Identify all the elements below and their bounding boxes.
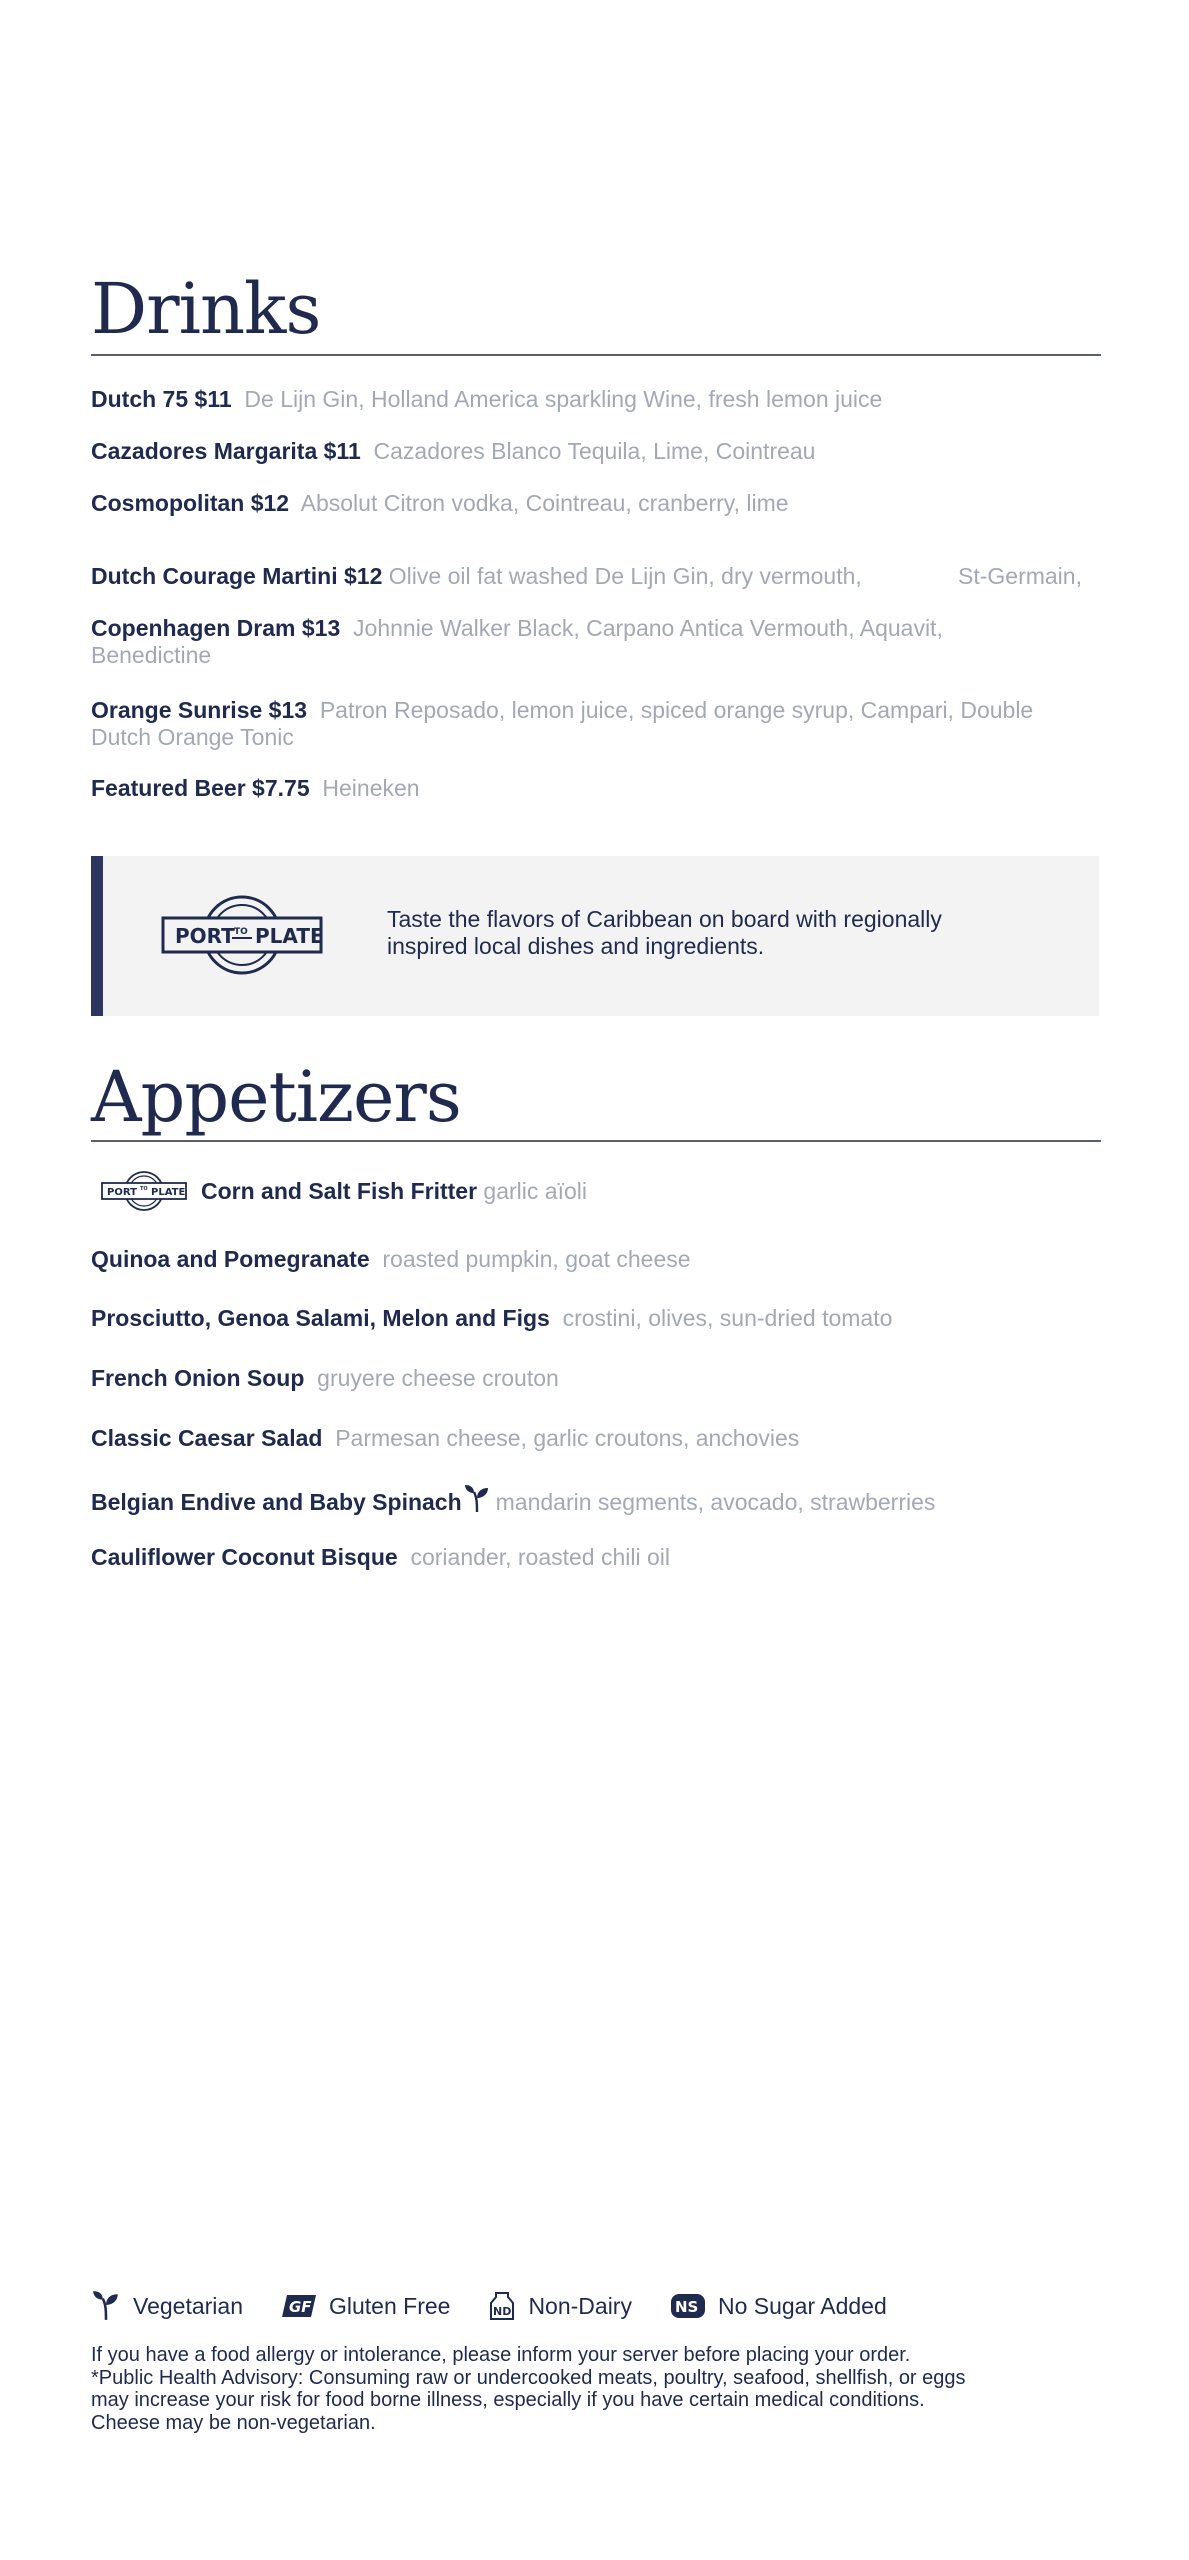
drink-desc: Absolut Citron vodka, Cointreau, cranberry, lime — [300, 490, 789, 516]
appetizer-item — [91, 1425, 799, 1452]
allergy-advisory — [91, 2344, 1101, 2434]
appetizer-name: French Onion Soup — [91, 1365, 305, 1391]
appetizer-item — [91, 1246, 691, 1273]
appetizer-name: Classic Caesar Salad — [91, 1425, 323, 1451]
legend-no-sugar — [670, 2293, 887, 2320]
drink-item — [91, 615, 1101, 669]
drink-name: Copenhagen Dram $13 — [91, 615, 341, 641]
footer-line: may increase your risk for food borne illness, especially if you have certain medical conditions. — [91, 2389, 925, 2411]
gluten-free-icon — [281, 2294, 317, 2318]
appetizer-name: Prosciutto, Genoa Salami, Melon and Figs — [91, 1305, 550, 1331]
svg-text:ND: ND — [493, 2305, 512, 2318]
port-to-plate-logo — [161, 894, 323, 981]
svg-text:PORT: PORT — [107, 1187, 137, 1198]
drink-item — [91, 386, 882, 413]
logo-word-plate: PLATE — [255, 924, 323, 948]
port-to-plate-banner — [91, 856, 1099, 1016]
appetizer-item — [91, 1544, 670, 1571]
dietary-legend — [91, 2290, 925, 2322]
svg-text:TO: TO — [140, 1186, 148, 1192]
appetizer-desc: crostini, olives, sun-dried tomato — [562, 1305, 893, 1331]
appetizer-item — [91, 1365, 559, 1392]
drink-name: Featured Beer $7.75 — [91, 775, 310, 801]
drink-name: Cosmopolitan $12 — [91, 490, 290, 516]
drink-item — [91, 490, 789, 517]
appetizer-desc: coriander, roasted chili oil — [410, 1544, 670, 1570]
drinks-heading: Drinks — [91, 268, 321, 350]
drink-item — [91, 563, 1101, 590]
drinks-divider — [91, 354, 1101, 356]
drink-desc: Olive oil fat washed De Lijn Gin, dry vermouth, — [388, 563, 862, 589]
appetizer-desc: Parmesan cheese, garlic croutons, anchovies — [335, 1425, 800, 1451]
appetizer-name: Cauliflower Coconut Bisque — [91, 1544, 398, 1570]
appetizers-divider — [91, 1140, 1101, 1142]
vegetarian-icon — [91, 2290, 121, 2322]
appetizer-item — [91, 1484, 935, 1516]
appetizer-name: Corn and Salt Fish Fritter — [201, 1177, 478, 1204]
no-sugar-icon — [670, 2293, 706, 2319]
port-to-plate-logo-icon — [161, 894, 323, 976]
legend-label: No Sugar Added — [717, 2292, 887, 2319]
drink-desc: Patron Reposado, lemon juice, spiced orange syrup, Campari, Double — [319, 697, 1034, 723]
legend-label: Vegetarian — [133, 2292, 243, 2319]
drink-name: Orange Sunrise $13 — [91, 697, 308, 723]
drink-name: Dutch 75 $11 — [91, 386, 232, 412]
drink-desc: Heineken — [322, 775, 420, 801]
logo-word-to: TO — [234, 927, 248, 937]
drink-desc-continued: Dutch Orange Tonic — [91, 724, 294, 750]
drink-desc: Johnnie Walker Black, Carpano Antica Vermouth, Aquavit, — [353, 615, 943, 641]
svg-text:GF: GF — [288, 2298, 312, 2316]
appetizer-item — [101, 1170, 587, 1212]
drink-desc: De Lijn Gin, Holland America sparkling Wine, fresh lemon juice — [244, 386, 883, 412]
appetizer-desc: gruyere cheese crouton — [317, 1365, 559, 1391]
legend-non-dairy — [488, 2291, 632, 2321]
non-dairy-icon — [488, 2291, 516, 2321]
drink-item — [91, 697, 1101, 751]
port-to-plate-small-logo-icon — [101, 1170, 187, 1212]
banner-text: Taste the flavors of Caribbean on board with regionally inspired local dishes and ingredients. — [387, 906, 942, 959]
svg-text:PLATE: PLATE — [151, 1187, 186, 1198]
appetizer-item — [91, 1305, 892, 1332]
drink-item — [91, 438, 815, 465]
legend-label: Non-Dairy — [528, 2292, 632, 2319]
appetizer-desc: roasted pumpkin, goat cheese — [382, 1246, 691, 1272]
drink-item — [91, 775, 420, 802]
appetizer-name: Quinoa and Pomegranate — [91, 1246, 370, 1272]
footer-line: If you have a food allergy or intolerance, please inform your server before placing your order. — [91, 2344, 911, 2366]
drink-desc-continued: St-Germain, — [958, 563, 1082, 589]
footer-line: Cheese may be non-vegetarian. — [91, 2411, 376, 2434]
drink-desc-continued: Benedictine — [91, 642, 212, 668]
footer-line: *Public Health Advisory: Consuming raw or undercooked meats, poultry, seafood, shellfish, or eggs — [91, 2366, 966, 2389]
drink-name: Cazadores Margarita $11 — [91, 438, 361, 464]
svg-text:NS: NS — [674, 2298, 699, 2316]
logo-word-port: PORT — [175, 924, 235, 948]
legend-gluten-free — [281, 2293, 450, 2320]
appetizer-desc: mandarin segments, avocado, strawberries — [495, 1489, 936, 1515]
legend-vegetarian — [91, 2290, 243, 2322]
drink-name: Dutch Courage Martini $12 — [91, 563, 383, 589]
legend-label: Gluten Free — [328, 2292, 451, 2319]
appetizers-heading: Appetizers — [91, 1056, 461, 1138]
appetizer-desc: garlic aïoli — [483, 1177, 587, 1204]
vegetarian-icon — [464, 1484, 490, 1514]
appetizer-name: Belgian Endive and Baby Spinach — [91, 1489, 462, 1515]
drink-desc: Cazadores Blanco Tequila, Lime, Cointreau — [373, 438, 816, 464]
